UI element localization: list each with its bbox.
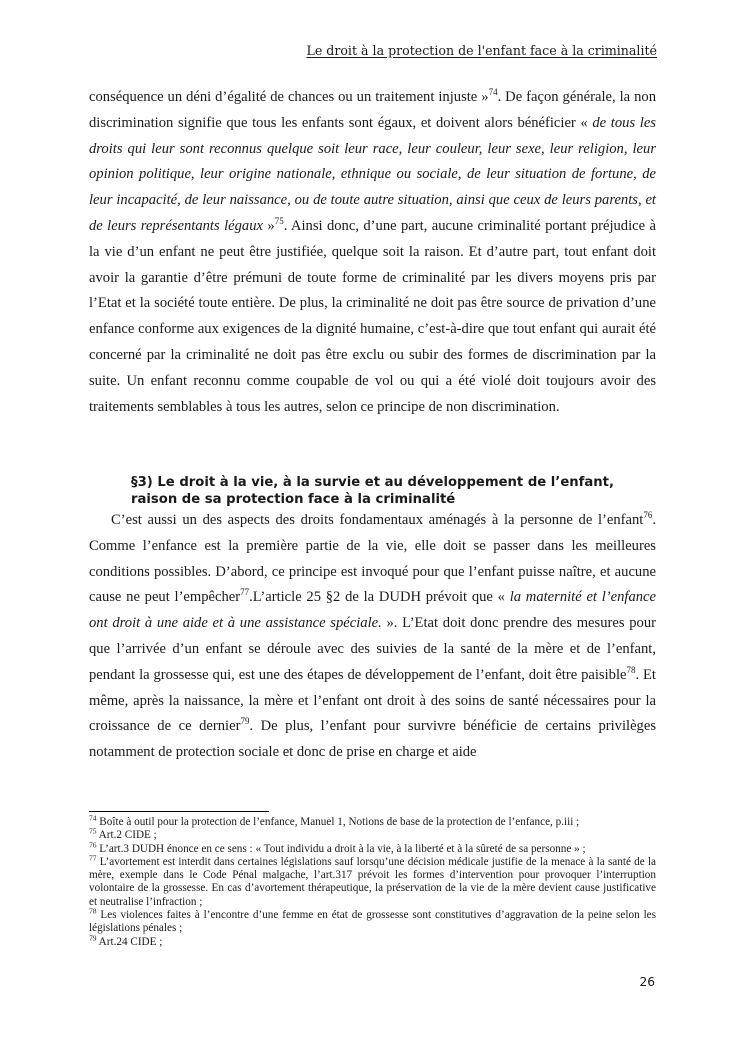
- footnote-text: L’avortement est interdit dans certaines législations sauf lorsqu’une décision médicale justifie de la menace à la santé de la mère, exemple dans le Code Pénal malgache, l’art.317 prévoit les formes d’intervention pour provoquer l’interruption volontaire de la grossesse. En cas d’avortement thérapeutique, la préservation de la vie de la mère devient cause justificative et neutralise l’infraction ;: [89, 855, 656, 908]
- footnote-separator: [89, 811, 269, 812]
- running-header: Le droit à la protection de l'enfant face à la criminalité: [306, 43, 657, 58]
- footnote-number: 77: [89, 853, 97, 863]
- paragraph-text: [89, 85, 656, 420]
- footnotes: [89, 813, 656, 949]
- footnote-reference: 76: [643, 510, 653, 521]
- paragraph-text: [89, 508, 656, 766]
- footnote-number: 76: [89, 839, 97, 849]
- footnote-77: [89, 853, 656, 909]
- footnote-reference: 75: [274, 216, 284, 227]
- body-paragraph-2: [89, 508, 656, 766]
- footnote-75: [89, 826, 656, 842]
- body-paragraph-1: [89, 85, 656, 420]
- text-run: conséquence un déni d’égalité de chances ou un traitement injuste »: [89, 89, 489, 105]
- footnote-text: Art.24 CIDE ;: [96, 935, 163, 948]
- page-number: 26: [639, 975, 655, 989]
- footnote-number: 79: [89, 932, 97, 942]
- footnote-number: 75: [89, 826, 97, 836]
- text-run: ». L’Etat doit donc prendre des mesures pour que l’arrivée d’un enfant se déroule avec des suivies de la santé de la mère et de l’enfant, pendant la grossesse qui, est une des étapes de développement de l’enfant, doit être paisible: [89, 615, 656, 683]
- footnote-76: [89, 839, 656, 856]
- italic-quote: la maternité et l’enfance ont droit à une aide et à une assistance spéciale.: [89, 589, 657, 632]
- text-run: .L’article 25 §2 de la DUDH prévoit que «: [249, 589, 510, 606]
- text-run: . Et même, après la naissance, la mère et l’enfant ont droit à des soins de santé nécessaires pour la croissance de ce dernier: [89, 666, 656, 735]
- footnote-text: Art.2 CIDE ;: [96, 829, 157, 842]
- text-run: »: [262, 217, 275, 234]
- text-run: . Comme l’enfance est la première partie de la vie, elle doit se passer dans les meilleures conditions possibles. D’abord, ce principe est invoqué pour que l’enfant puisse naître, et aucune cause ne peut l’empêcher: [89, 512, 656, 606]
- footnote-reference: 78: [626, 664, 636, 675]
- footnote-text: Boîte à outil pour la protection de l’enfance, Manuel 1, Notions de base de la protection de l’enfance, p.iii ;: [96, 816, 580, 828]
- footnote-79: [89, 932, 656, 949]
- footnote-reference: 77: [240, 587, 250, 598]
- footnote-reference: 74: [488, 87, 498, 98]
- footnote-number: 78: [89, 906, 97, 916]
- footnote-text: L’art.3 DUDH énonce en ce sens : « Tout individu a droit à la vie, à la liberté et à la sûreté de sa personne » ;: [96, 842, 586, 855]
- text-run: . Ainsi donc, d’une part, aucune criminalité portant préjudice à la vie d’un enfant ne peut être justifiée, quelque soit la raison. Et d’autre part, tout enfant doit avoir la garantie d’être prémuni de toute forme de criminalité par les divers moyens pris par l’Etat et la société toute entière. De plus, la criminalité ne doit pas être source de privation d’une enfance conforme aux exigences de la dignité humaine, c’est-à-dire que tout enfant qui aurait été concerné par la criminalité ne doit pas être exclu ou subir des formes de discrimination par la suite. Un enfant reconnu comme coupable de vol ou qui a été violé doit toujours avoir des traitements semblables à tous les autres, selon ce principe de non discrimination.: [89, 217, 656, 415]
- footnote-number: 74: [89, 813, 97, 823]
- italic-quote: de tous les droits qui leur sont reconnus quelque soit leur race, leur couleur, leur sexe, leur religion, leur opinion politique, leur origine nationale, ethnique ou sociale, de leur situation de fortune, de leur incapacité, de leur naissance, ou de toute autre situation, ainsi que ceux de leurs parents, et de leurs représentants légaux: [89, 114, 656, 234]
- text-run: . De façon générale, la non discrimination signifie que tous les enfants sont égaux, et doivent alors bénéficier «: [89, 89, 656, 131]
- text-run: . De plus, l’enfant pour survivre bénéficie de certains privilèges notamment de protection sociale et donc de prise en charge et aide: [89, 718, 656, 761]
- footnote-74: [89, 813, 656, 829]
- section-heading: §3) Le droit à la vie, à la survie et au développement de l’enfant, raison de sa protection face à la criminalité: [131, 475, 614, 507]
- text-run: C’est aussi un des aspects des droits fondamentaux aménagés à la personne de l’enfant: [111, 512, 644, 528]
- footnote-text: Les violences faites à l’encontre d’une femme en état de grossesse sont constitutives d’aggravation de la peine selon les législations pénales ;: [89, 909, 656, 935]
- footnote-78: [89, 906, 656, 936]
- footnote-reference: 79: [240, 716, 250, 727]
